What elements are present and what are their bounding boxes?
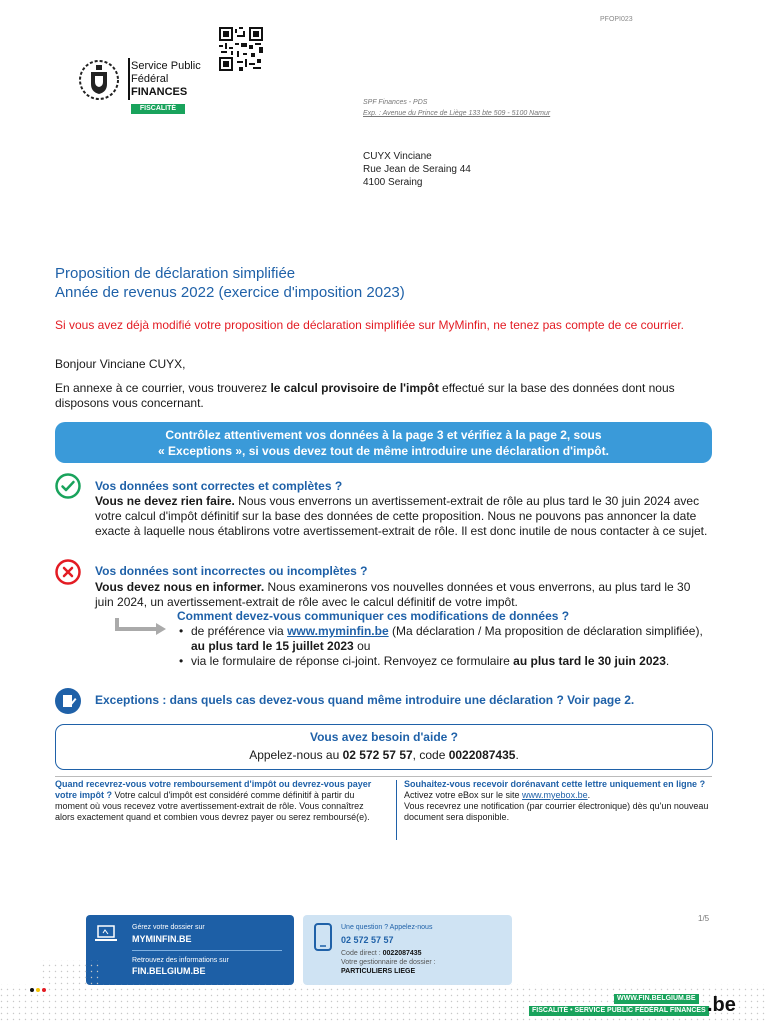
communication-options: [177, 624, 712, 669]
title-line-1: Proposition de déclaration simplifiée: [55, 265, 296, 282]
cross-circle-icon: [55, 559, 81, 585]
incorrect-body: [95, 580, 710, 610]
option-form-text-c: .: [665, 654, 670, 668]
arrow-right-icon: [114, 616, 170, 636]
refund-heading: Quand recevrez-vous votre remboursement d'impôt ou devrez-vous payer votre impôt ?: [55, 779, 372, 800]
fiscalite-tag: FISCALITÉ: [131, 104, 185, 114]
ebox-heading: Souhaitez-vous recevoir dorénavant cette lettre uniquement en ligne ?: [404, 779, 706, 789]
belgian-crest-logo: [78, 58, 120, 102]
page-number: 1/5: [698, 914, 710, 923]
box1-line-1: Gérez votre dossier sur: [132, 924, 205, 931]
box1-line-4: FIN.BELGIUM.BE: [132, 966, 206, 976]
myminfin-link[interactable]: www.myminfin.be: [287, 624, 389, 638]
ebox-text-b: .: [587, 790, 591, 800]
recipient-name: CUYX Vinciane: [363, 151, 432, 162]
recipient-address: [363, 150, 471, 189]
option-form: [177, 654, 712, 669]
recipient-street: Rue Jean de Seraing 44: [363, 164, 471, 175]
incorrect-heading: Vos données sont incorrectes ou incomplètes ?: [95, 564, 368, 578]
intro-text-a: En annexe à ce courrier, vous trouverez: [55, 381, 271, 395]
box1-line-2: MYMINFIN.BE: [132, 934, 192, 944]
intro-text-b: effectué sur la base des données dont nous disposons vous concernant.: [55, 381, 675, 410]
banner-line-1: Contrôlez attentivement vos données à la page 3 et vérifiez à la page 2, sous: [165, 427, 602, 442]
option-myminfin-text: de préférence via: [191, 624, 288, 638]
correct-text: Nous vous enverrons un avertissement-extrait de rôle au plus tard le 30 juin 2024 avec votre calcul d'impôt définitif sur la base des données de cette proposition. Nous ne pouvons pas annoncer la date exacte à laquelle nous établirons votre avertissement-extrait de rôle. Il est donc inutile de nous contacter à ce sujet.: [95, 494, 708, 538]
sender-address: [363, 97, 550, 119]
help-box: [55, 724, 713, 770]
sender-line-2: Exp. : Avenue du Prince de Liège 133 bte 509 - 5100 Namur: [363, 110, 551, 117]
how-to-communicate-heading: Comment devez-vous communiquer ces modifications de données ?: [177, 609, 570, 623]
help-heading: Vous avez besoin d'aide ?: [309, 730, 458, 744]
myebox-link[interactable]: www.myebox.be: [522, 790, 588, 800]
ebox-info: [404, 779, 714, 823]
option-myminfin-deadline: au plus tard le 15 juillet 2023: [191, 639, 354, 653]
contact-phone: 02 572 57 57: [341, 935, 394, 945]
option-form-text: via le formulaire de réponse ci-joint. Renvoyez ce formulaire: [191, 654, 514, 668]
footer-tagline: FISCALITÉ • SERVICE PUBLIC FÉDÉRAL FINANCES: [529, 1006, 709, 1016]
ebox-notification: Vous recevrez une notification (par courrier électronique) dès qu'un nouveau document sera disponible.: [404, 801, 709, 822]
logo-line-2: Fédéral: [131, 73, 169, 85]
help-text-b: , code: [412, 748, 449, 762]
intro-paragraph: [55, 381, 715, 411]
logo-divider: [128, 58, 130, 100]
banner-line-2: « Exceptions », si vous devez tout de même introduire une déclaration d'impôt.: [158, 443, 609, 458]
help-code: 0022087435: [448, 748, 516, 762]
refund-text: Votre calcul d'impôt est considéré comme définitif à partir du moment où vous recevez votre avertissement-extrait de rôle. Vous connaîtrez alors exactement quand et combien vous devrez payer ou serez remboursé(e).: [55, 790, 370, 822]
check-circle-icon: [55, 473, 81, 499]
help-text-c: .: [515, 748, 519, 762]
contact-code-label: Code direct :: [341, 950, 383, 957]
refund-info: [55, 779, 385, 823]
section-divider: [55, 776, 712, 777]
fin-belgium-site: WWW.FIN.BELGIUM.BE: [614, 994, 699, 1004]
option-form-deadline: au plus tard le 30 juin 2023: [513, 654, 666, 668]
contact-manager: PARTICULIERS LIEGE: [341, 968, 416, 975]
correct-heading: Vos données sont correctes et complètes ?: [95, 479, 343, 493]
be-logo: .be: [707, 994, 736, 1016]
letter-title: [55, 264, 405, 302]
option-myminfin-text-b: (Ma déclaration / Ma proposition de déclaration simplifiée),: [388, 624, 703, 638]
service-public-logo-text: [131, 60, 201, 99]
document-edit-icon: [55, 688, 81, 714]
ebox-text-a: Activez votre eBox sur le site: [404, 790, 523, 800]
document-reference: PFOPI023: [600, 16, 633, 23]
option-myminfin: [177, 624, 712, 654]
incorrect-bold: Vous devez nous en informer.: [95, 580, 265, 594]
correct-bold: Vous ne devez rien faire.: [95, 494, 235, 508]
incorrect-text: Nous examinerons vos nouvelles données et vous enverrons, au plus tard le 30 juin 2024, un avertissement-extrait de rôle avec le calcul définitif de votre impôt.: [95, 580, 691, 609]
help-phone: 02 572 57 57: [342, 748, 413, 762]
greeting: Bonjour Vinciane CUYX,: [55, 357, 186, 371]
sender-line-1: SPF Finances - PDS: [363, 99, 428, 106]
exceptions-text: Exceptions : dans quels cas devez-vous quand même introduire une déclaration ? Voir page 2.: [95, 693, 635, 707]
title-line-2: Année de revenus 2022 (exercice d'imposition 2023): [55, 284, 405, 301]
box1-line-3: Retrouvez des informations sur: [132, 957, 229, 964]
logo-line-1: Service Public: [131, 60, 201, 72]
help-text: [56, 748, 712, 762]
intro-bold: le calcul provisoire de l'impôt: [270, 381, 439, 395]
recipient-city: 4100 Seraing: [363, 177, 423, 188]
contact-manager-label: Votre gestionnaire de dossier :: [341, 959, 436, 966]
qr-code: [219, 27, 263, 71]
contact-question: Une question ? Appelez-nous: [341, 924, 433, 931]
contact-code-value: 0022087435: [382, 950, 422, 957]
help-text-a: Appelez-nous au: [249, 748, 343, 762]
ebox-activate: [404, 790, 714, 801]
check-data-banner: [55, 422, 712, 463]
correct-body: [95, 494, 710, 539]
warning-text: Si vous avez déjà modifié votre proposition de déclaration simplifiée sur MyMinfin, ne tenez pas compte de ce courrier.: [55, 318, 684, 332]
column-divider: [396, 780, 397, 840]
option-myminfin-text-c: ou: [353, 639, 371, 653]
logo-line-3: FINANCES: [131, 86, 188, 98]
